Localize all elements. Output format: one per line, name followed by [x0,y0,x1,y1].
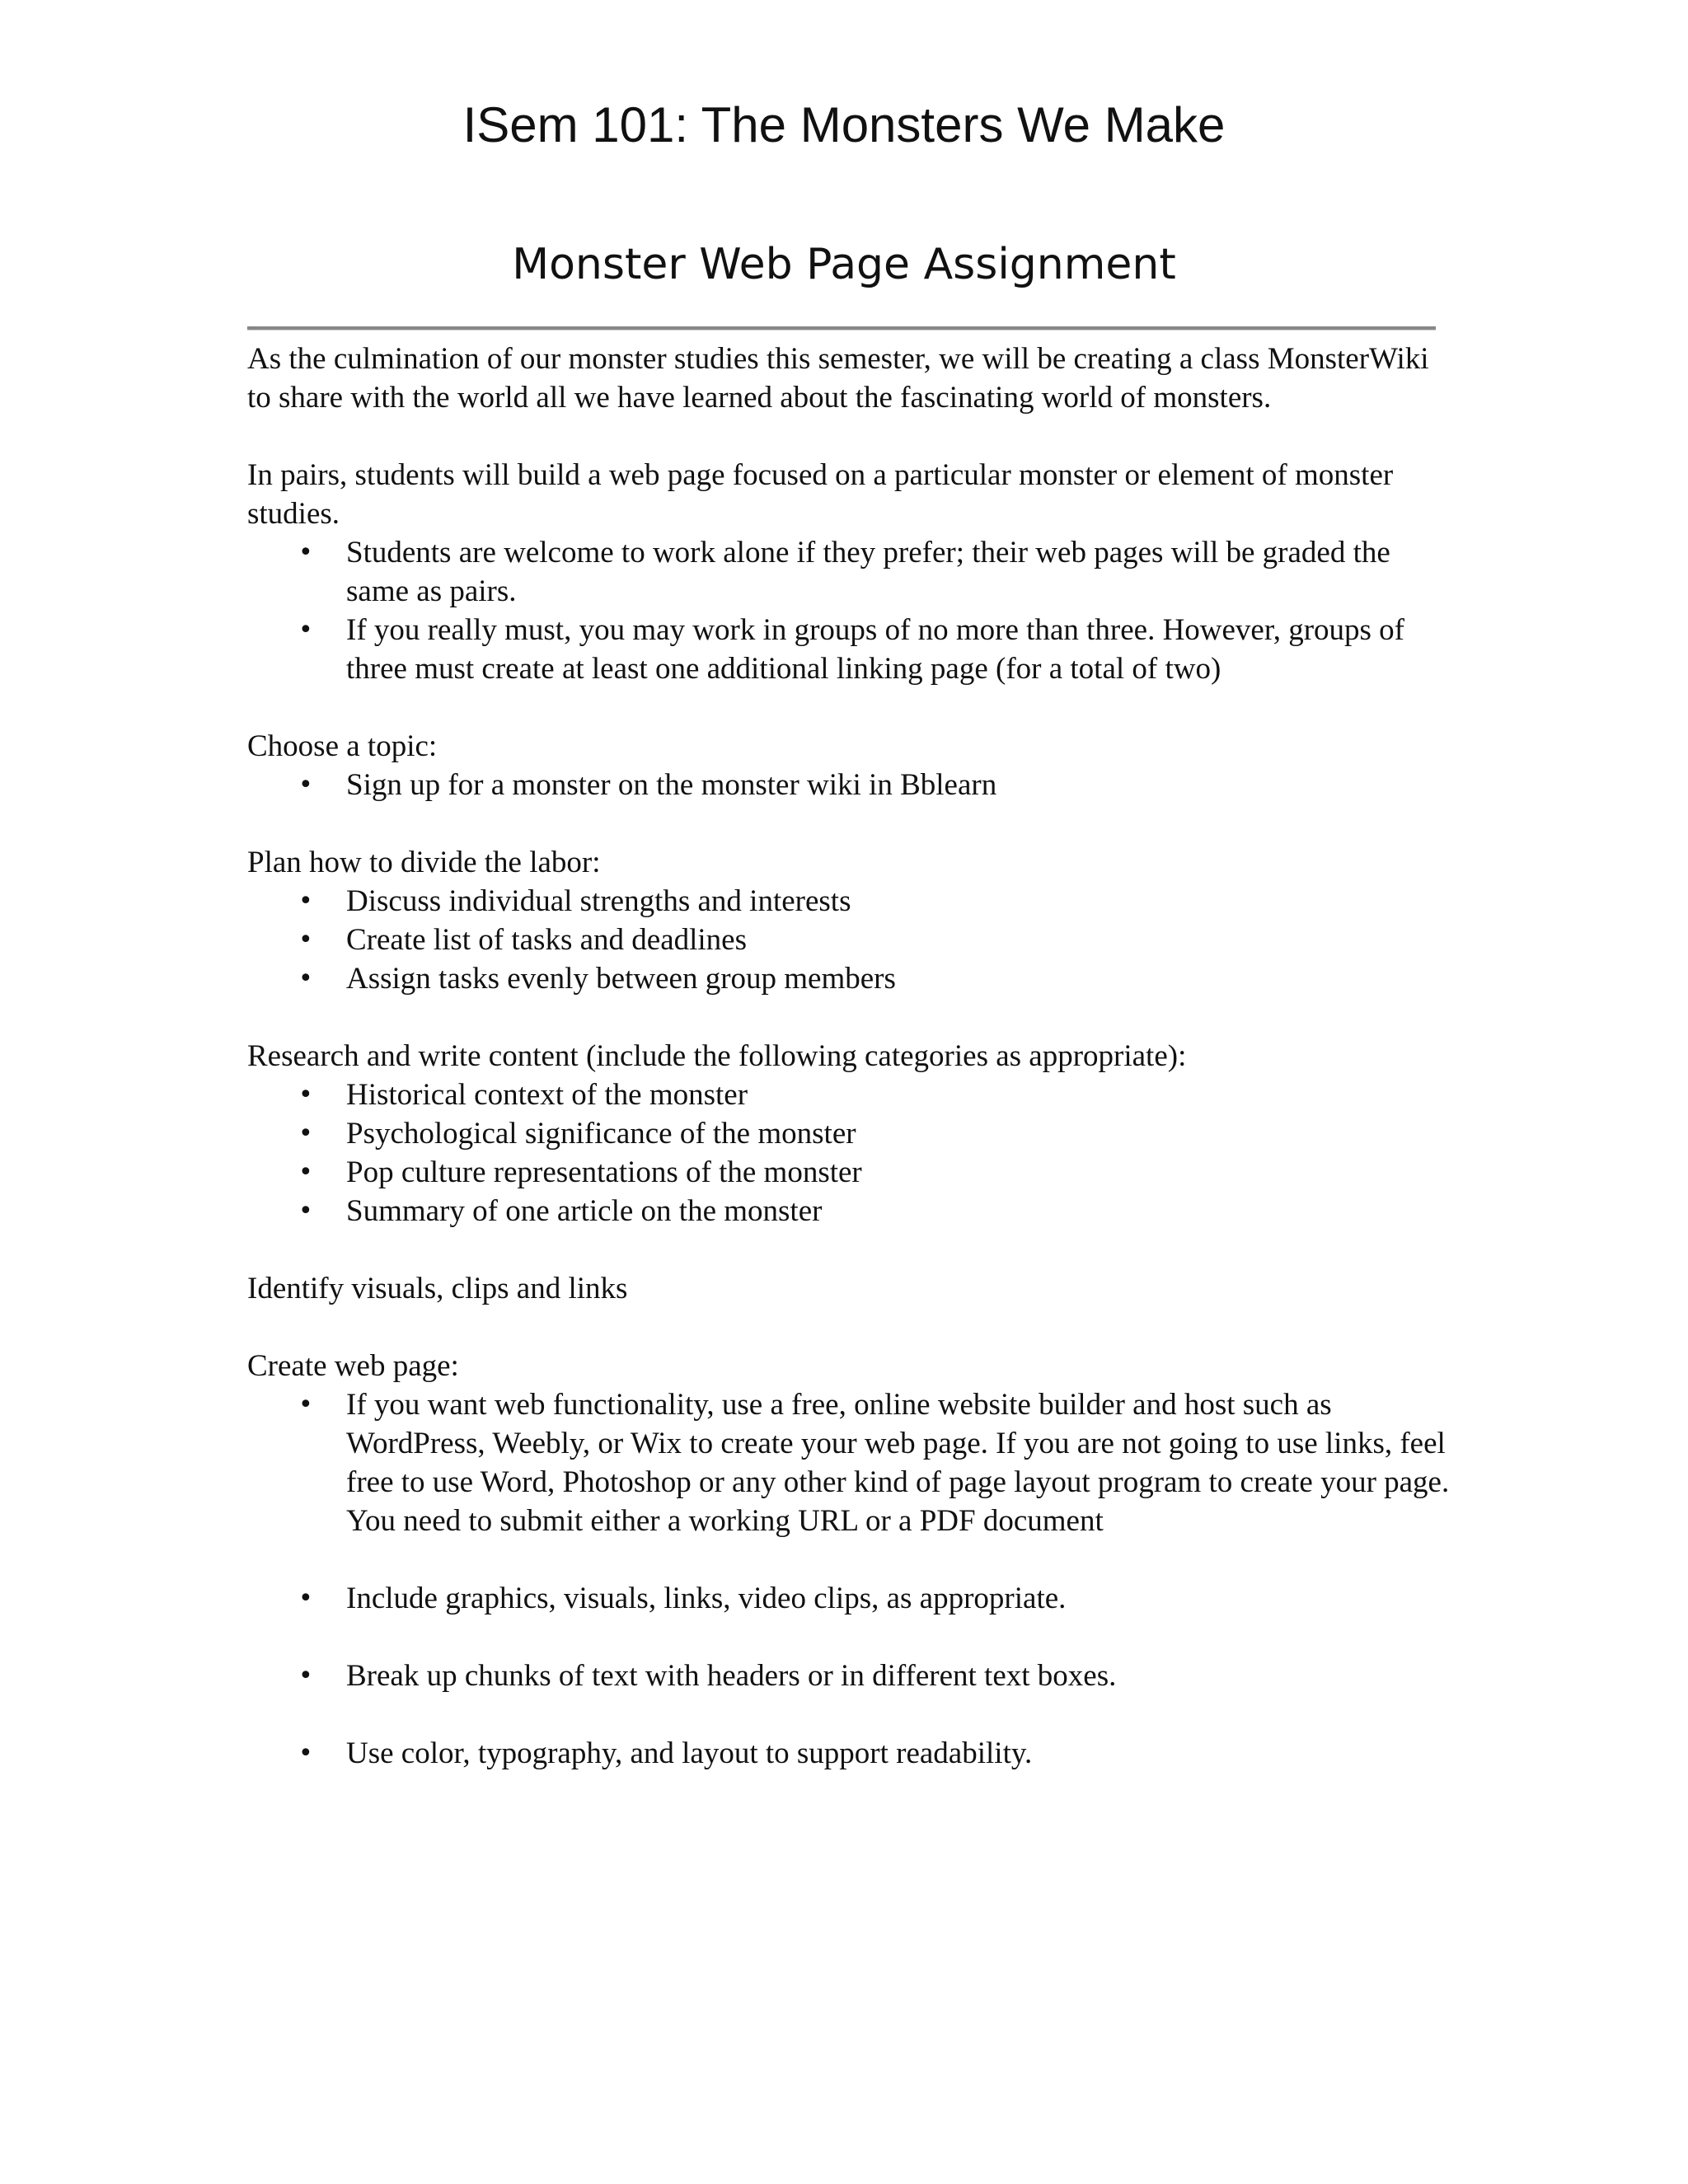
horizontal-rule [247,326,1436,330]
bullet-icon: • [298,1739,313,1768]
bullet-icon: • [298,771,313,799]
intro-paragraph: As the culmination of our monster studies this semester, we will be creating a class MonsterWiki to share with the world all we have learned about the fascinating world of monsters. [247,342,1429,415]
bullet-icon: • [298,1661,313,1690]
create-list [247,1385,1451,1773]
bullet-icon: • [298,1390,313,1419]
list-item: • Pop culture representations of the monster [247,1153,1451,1192]
research-heading: Research and write content (include the following categories as appropriate): [247,1039,1187,1073]
labor-heading: Plan how to divide the labor: [247,846,601,879]
pairs-paragraph: In pairs, students will build a web page focused on a particular monster or element of monster studies. [247,458,1394,531]
list-item: • Summary of one article on the monster [247,1192,1451,1230]
list-item: • If you want web functionality, use a free, online website builder and host such as WordPress, Weebly, or Wix to create your web page. If you are not going to use links, feel free to use Word, Photoshop or any other kind of page layout program to create your page. You need to submit either a working URL or a PDF document [247,1385,1451,1540]
assignment-title: Monster Web Page Assignment [512,240,1176,289]
list-item: • Create list of tasks and deadlines [247,921,1451,959]
bullet-icon: • [298,926,313,954]
assignment-body [247,340,1451,1773]
list-item: • Discuss individual strengths and interests [247,882,1451,921]
research-list [247,1076,1451,1230]
list-item: • If you really must, you may work in groups of no more than three. However, groups of three must create at least one additional linking page (for a total of two) [247,611,1451,688]
list-item: • Include graphics, visuals, links, video clips, as appropriate. [247,1579,1451,1618]
list-item: • Sign up for a monster on the monster wiki in Bblearn [247,766,1451,804]
topic-heading: Choose a topic: [247,729,438,763]
topic-list [247,766,1451,804]
list-item: • Break up chunks of text with headers or in different text boxes. [247,1657,1451,1695]
list-item: • Students are welcome to work alone if they prefer; their web pages will be graded the same as pairs. [247,533,1451,611]
list-item: • Assign tasks evenly between group members [247,959,1451,998]
list-item: • Use color, typography, and layout to support readability. [247,1734,1451,1773]
pairs-list [247,533,1451,688]
bullet-icon: • [298,964,313,993]
create-heading: Create web page: [247,1349,459,1383]
bullet-icon: • [298,616,313,644]
bullet-icon: • [298,1584,313,1613]
bullet-icon: • [298,1158,313,1187]
bullet-icon: • [298,1197,313,1226]
bullet-icon: • [298,1119,313,1148]
labor-list [247,882,1451,998]
course-title: ISem 101: The Monsters We Make [462,97,1226,152]
visuals-heading: Identify visuals, clips and links [247,1272,628,1305]
list-item: • Psychological significance of the monster [247,1114,1451,1153]
list-item: • Historical context of the monster [247,1076,1451,1114]
bullet-icon: • [298,887,313,916]
bullet-icon: • [298,1080,313,1109]
bullet-icon: • [298,538,313,567]
